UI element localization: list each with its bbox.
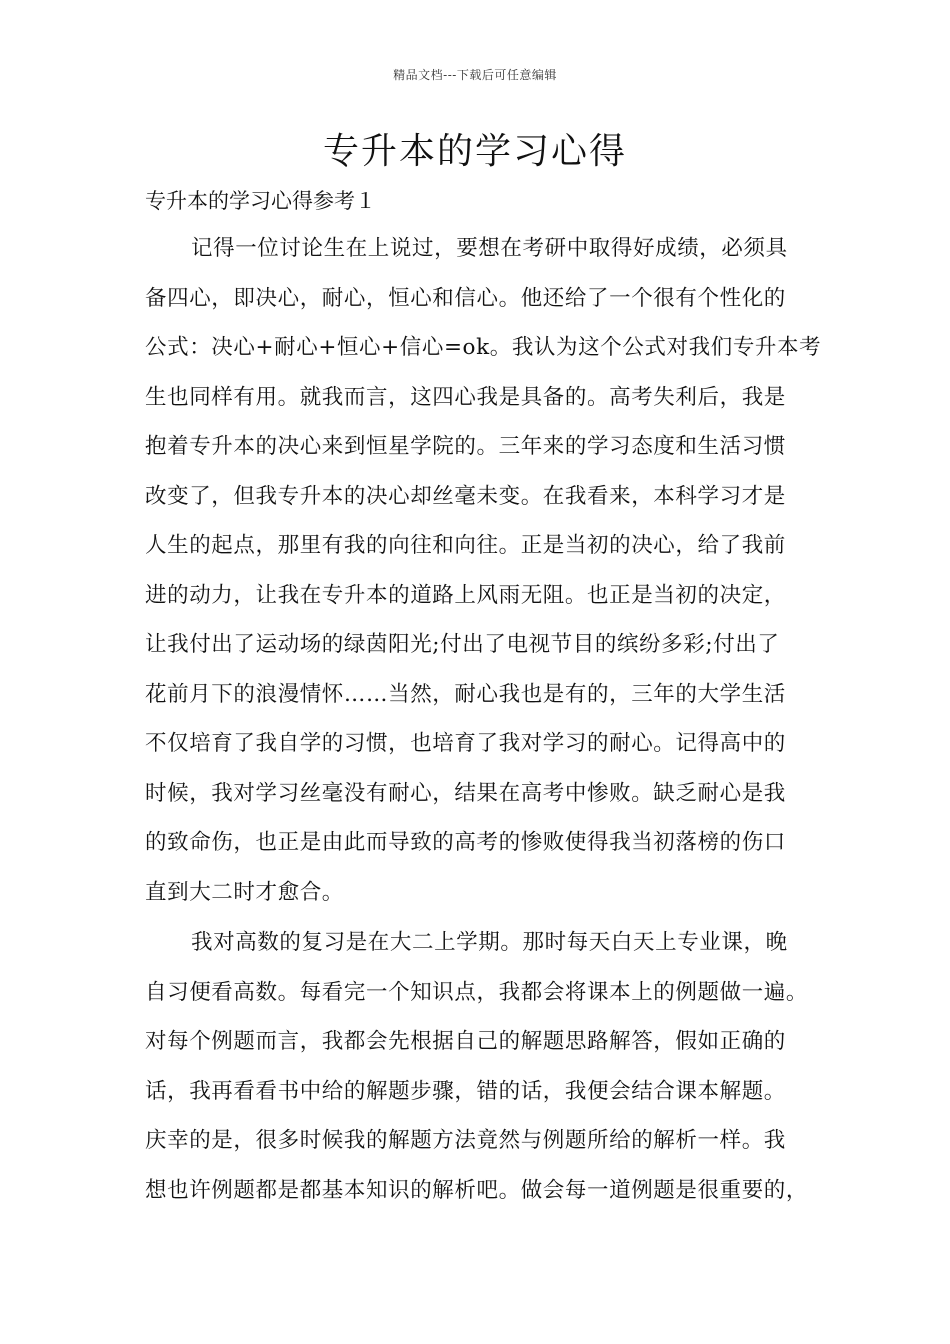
paragraph-line: 不仅培育了我自学的习惯，也培育了我对学习的耐心。记得高中的 [145,731,786,756]
paragraph-line: 公式：决心+耐心+恒心+信心=ok。我认为这个公式对我们专升本考 [145,335,822,360]
paragraph-line: 庆幸的是，很多时候我的解题方法竟然与例题所给的解析一样。我 [145,1128,786,1153]
document-title: 专升本的学习心得 [322,131,627,172]
paragraph-line: 记得一位讨论生在上说过，要想在考研中取得好成绩，必须具 [191,236,788,261]
paragraph-line: 让我付出了运动场的绿茵阳光;付出了电视节目的缤纷多彩;付出了 [145,632,780,657]
paragraph-line: 花前月下的浪漫情怀……当然，耐心我也是有的，三年的大学生活 [145,681,786,707]
paragraph-line: 抱着专升本的决心来到恒星学院的。三年来的学习态度和生活习惯 [145,434,786,459]
paragraph-line: 备四心，即决心，耐心，恒心和信心。他还给了一个很有个性化的 [145,285,786,311]
paragraph-2 [145,918,825,1215]
paragraph-1 [145,224,825,917]
paragraph-line: 我对高数的复习是在大二上学期。那时每天白天上专业课，晚 [191,930,788,955]
paragraph-line: 想也许例题都是都基本知识的解析吧。做会每一道例题是很重要的， [145,1177,809,1203]
paragraph-line: 对每个例题而言，我都会先根据自己的解题思路解答，假如正确的 [145,1029,786,1054]
paragraph-line: 直到大二时才愈合。 [145,879,344,905]
paragraph-line: 改变了，但我专升本的决心却丝毫未变。在我看来，本科学习才是 [145,483,786,509]
paragraph-line: 话，我再看看书中给的解题步骤，错的话，我便会结合课本解题。 [145,1078,786,1104]
section-subtitle: 专升本的学习心得参考１ [145,189,376,213]
header-note: 精品文档---下载后可任意编辑 [393,68,557,82]
paragraph-line: 进的动力，让我在专升本的道路上风雨无阻。也正是当初的决定， [145,582,786,608]
paragraph-line: 时候，我对学习丝毫没有耐心，结果在高考中惨败。缺乏耐心是我 [145,780,786,806]
paragraph-line: 生也同样有用。就我而言，这四心我是具备的。高考失利后，我是 [145,384,786,410]
paragraph-line: 人生的起点，那里有我的向往和向往。正是当初的决心，给了我前 [145,533,786,558]
paragraph-line: 的致命伤，也正是由此而导致的高考的惨败使得我当初落榜的伤口 [145,830,786,855]
paragraph-line: 自习便看高数。每看完一个知识点，我都会将课本上的例题做一遍。 [145,979,809,1005]
